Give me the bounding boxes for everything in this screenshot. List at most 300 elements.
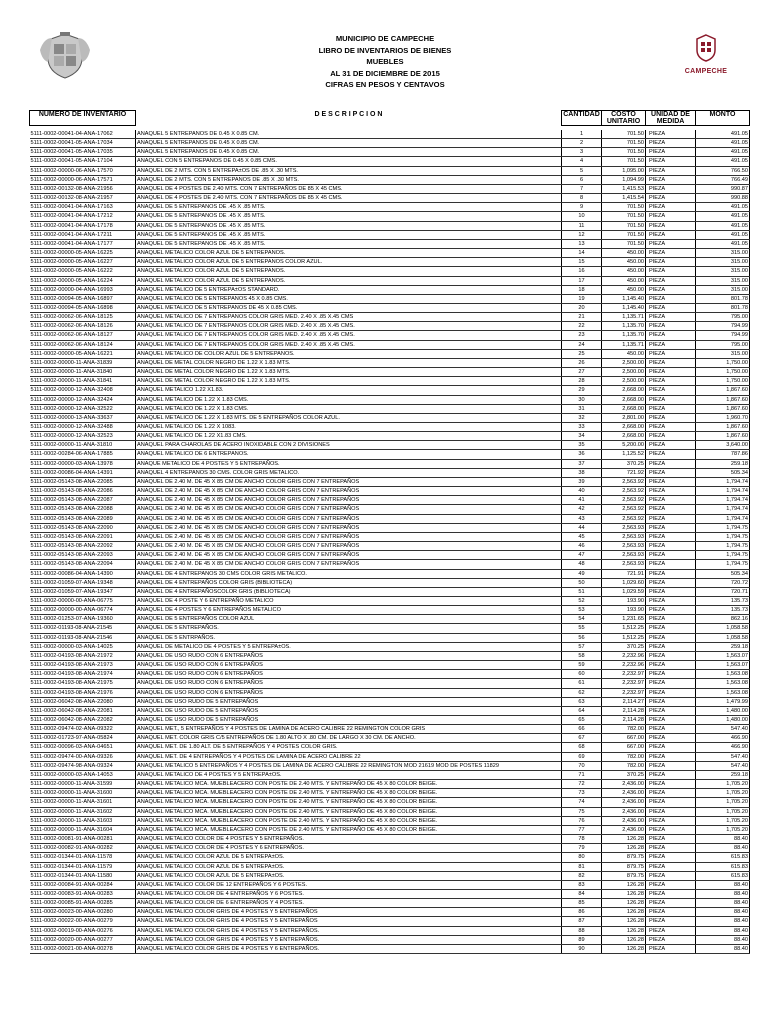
table-row bbox=[30, 780, 750, 789]
table-row bbox=[30, 468, 750, 477]
quantity-cell: 68 bbox=[562, 743, 602, 752]
description-cell: ANAQUEL METALICO DE 1.22 X 1.83 MTS. DE 5 ENTREPAÑOS COLOR AZUL. bbox=[136, 413, 562, 422]
unit-cost-cell: 2,668.00 bbox=[602, 386, 646, 395]
inventory-number-cell: 5111-0002-01723-97-ANA-05824 bbox=[30, 734, 136, 743]
unit-of-measure-cell: PIEZA bbox=[646, 514, 696, 523]
column-header-unit-cost-line2: UNITARIO bbox=[606, 118, 641, 125]
description-cell: ANAQUEL METALICO COLOR AZUL DE 5 ENTREPANOS. bbox=[136, 276, 562, 285]
unit-cost-cell: 701.50 bbox=[602, 221, 646, 230]
description-cell: ANAQUEL MET. DE 1.80 ALT. DE 5 ENTREPAÑOS Y 4 POSTES COLOR GRIS. bbox=[136, 743, 562, 752]
unit-cost-cell: 782.00 bbox=[602, 752, 646, 761]
quantity-cell: 34 bbox=[562, 432, 602, 441]
unit-cost-cell: 721.91 bbox=[602, 569, 646, 578]
unit-cost-cell: 1,135.70 bbox=[602, 331, 646, 340]
table-row bbox=[30, 395, 750, 404]
amount-cell: 1,750.00 bbox=[696, 377, 750, 386]
amount-cell: 1,563.08 bbox=[696, 688, 750, 697]
unit-cost-cell: 2,114.27 bbox=[602, 697, 646, 706]
inventory-number-cell: 5111-0002-04193-08-ANA-21972 bbox=[30, 651, 136, 660]
unit-cost-cell: 2,563.93 bbox=[602, 560, 646, 569]
quantity-cell: 88 bbox=[562, 926, 602, 935]
unit-cost-cell: 126.28 bbox=[602, 844, 646, 853]
description-cell: ANAQUEL DE 2.40 M. DE 45 X 85 CM DE ANCHO COLOR GRIS CON 7 ENTREPAÑOS bbox=[136, 477, 562, 486]
quantity-cell: 49 bbox=[562, 569, 602, 578]
unit-cost-cell: 1,415.54 bbox=[602, 194, 646, 203]
amount-cell: 615.83 bbox=[696, 871, 750, 880]
quantity-cell: 45 bbox=[562, 532, 602, 541]
quantity-cell: 14 bbox=[562, 249, 602, 258]
description-cell: ANAQUEL DE USO RUDO CON 6 ENTREPAÑOS bbox=[136, 688, 562, 697]
inventory-number-cell: 5111-0002-04193-08-ANA-21976 bbox=[30, 688, 136, 697]
amount-cell: 315.00 bbox=[696, 258, 750, 267]
unit-of-measure-cell: PIEZA bbox=[646, 249, 696, 258]
amount-cell: 491.05 bbox=[696, 203, 750, 212]
description-cell: ANAQUEL METALICO COLOR AZUL DE 5 ENTREPA±OS. bbox=[136, 862, 562, 871]
unit-of-measure-cell: PIEZA bbox=[646, 294, 696, 303]
inventory-number-cell: 5111-0002-00000-06-ANA-17571 bbox=[30, 175, 136, 184]
unit-cost-cell: 701.50 bbox=[602, 130, 646, 139]
amount-cell: 801.78 bbox=[696, 294, 750, 303]
amount-cell: 466.90 bbox=[696, 743, 750, 752]
description-cell: ANAQUEL DE USO RUDO CON 6 ENTREPAÑOS bbox=[136, 670, 562, 679]
amount-cell: 88.40 bbox=[696, 844, 750, 853]
table-row bbox=[30, 615, 750, 624]
header-line-1: MUNICIPIO DE CAMPECHE bbox=[335, 34, 435, 43]
description-cell: ANAQUEL 5 ENTREPANOS DE 0.45 X 0.85 CM. bbox=[136, 139, 562, 148]
quantity-cell: 85 bbox=[562, 899, 602, 908]
inventory-number-cell: 5111-0002-00062-06-ANA-18125 bbox=[30, 313, 136, 322]
table-row bbox=[30, 862, 750, 871]
header-line-5: CIFRAS EN PESOS Y CENTAVOS bbox=[325, 80, 445, 90]
table-row bbox=[30, 853, 750, 862]
inventory-table-body bbox=[30, 130, 750, 954]
quantity-cell: 71 bbox=[562, 770, 602, 779]
table-row bbox=[30, 532, 750, 541]
inventory-number-cell: 5111-0002-00000-00-ANA-06774 bbox=[30, 606, 136, 615]
unit-cost-cell: 126.28 bbox=[602, 880, 646, 889]
description-cell: ANAQUEL METALICO COLOR GRIS DE 4 POSTES Y 5 ENTREPAÑOS bbox=[136, 917, 562, 926]
quantity-cell: 80 bbox=[562, 853, 602, 862]
description-cell: ANAQUEL DE METAL COLOR NEGRO DE 1.22 X 1.83 MTS. bbox=[136, 377, 562, 386]
table-row bbox=[30, 386, 750, 395]
description-cell: ANAQUEL DE USO RUDO CON 6 ENTREPAÑOS bbox=[136, 651, 562, 660]
description-cell: ANAQUEL DE 5 ENTREPANOS DE .45 X .85 MTS. bbox=[136, 212, 562, 221]
inventory-number-cell: 5111-0002-00000-11-ANA-31601 bbox=[30, 798, 136, 807]
table-row bbox=[30, 230, 750, 239]
unit-cost-cell: 1,029.59 bbox=[602, 587, 646, 596]
quantity-cell: 23 bbox=[562, 331, 602, 340]
column-header-unit-of-measure bbox=[646, 111, 696, 126]
amount-cell: 1,750.00 bbox=[696, 368, 750, 377]
campeche-logo bbox=[680, 34, 732, 86]
table-row bbox=[30, 340, 750, 349]
inventory-number-cell: 5111-0002-01344-01-ANA-11580 bbox=[30, 871, 136, 880]
table-row bbox=[30, 816, 750, 825]
inventory-number-cell: 5111-0002-00062-06-ANA-18126 bbox=[30, 322, 136, 331]
description-cell: ANAQUEL METALICO DE 1.22 X 1083. bbox=[136, 423, 562, 432]
unit-of-measure-cell: PIEZA bbox=[646, 322, 696, 331]
quantity-cell: 66 bbox=[562, 725, 602, 734]
unit-cost-cell: 701.50 bbox=[602, 239, 646, 248]
unit-of-measure-cell: PIEZA bbox=[646, 532, 696, 541]
unit-of-measure-cell: PIEZA bbox=[646, 487, 696, 496]
table-row bbox=[30, 670, 750, 679]
quantity-cell: 77 bbox=[562, 825, 602, 834]
amount-cell: 1,479.99 bbox=[696, 697, 750, 706]
amount-cell: 491.05 bbox=[696, 148, 750, 157]
column-header-unit-cost-line1: COSTO bbox=[611, 111, 636, 118]
unit-cost-cell: 2,114.28 bbox=[602, 706, 646, 715]
unit-cost-cell: 126.28 bbox=[602, 935, 646, 944]
unit-of-measure-cell: PIEZA bbox=[646, 331, 696, 340]
unit-cost-cell: 2,436.00 bbox=[602, 798, 646, 807]
inventory-number-cell: 5111-0002-06042-08-ANA-22080 bbox=[30, 697, 136, 706]
unit-of-measure-cell: PIEZA bbox=[646, 221, 696, 230]
unit-of-measure-cell: PIEZA bbox=[646, 130, 696, 139]
quantity-cell: 84 bbox=[562, 889, 602, 898]
table-row bbox=[30, 194, 750, 203]
unit-of-measure-cell: PIEZA bbox=[646, 908, 696, 917]
amount-cell: 88.40 bbox=[696, 899, 750, 908]
description-cell: ANAQUEL DE 5 ENTREPANOS DE .45 X .85 MTS. bbox=[136, 230, 562, 239]
amount-cell: 794.99 bbox=[696, 331, 750, 340]
unit-of-measure-cell: PIEZA bbox=[646, 752, 696, 761]
unit-of-measure-cell: PIEZA bbox=[646, 596, 696, 605]
table-row bbox=[30, 276, 750, 285]
table-row bbox=[30, 825, 750, 834]
column-header-unit-cost bbox=[602, 111, 646, 126]
inventory-number-cell: 5111-0002-05143-08-ANA-22088 bbox=[30, 505, 136, 514]
unit-cost-cell: 879.75 bbox=[602, 853, 646, 862]
quantity-cell: 60 bbox=[562, 670, 602, 679]
amount-cell: 315.00 bbox=[696, 349, 750, 358]
quantity-cell: 2 bbox=[562, 139, 602, 148]
column-header-inventory-number: NUMERO DE INVENTARIO bbox=[30, 111, 136, 126]
inventory-number-cell: 5111-0002-05143-08-ANA-22087 bbox=[30, 496, 136, 505]
inventory-number-cell: 5111-0002-00062-06-ANA-18124 bbox=[30, 340, 136, 349]
unit-cost-cell: 2,436.00 bbox=[602, 825, 646, 834]
description-cell: ANAQUEL METALICO DE 1.22 X 1.83 CMS. bbox=[136, 395, 562, 404]
unit-of-measure-cell: PIEZA bbox=[646, 349, 696, 358]
inventory-number-cell: 5111-0002-00041-04-ANA-17177 bbox=[30, 239, 136, 248]
amount-cell: 491.05 bbox=[696, 139, 750, 148]
unit-of-measure-cell: PIEZA bbox=[646, 560, 696, 569]
unit-cost-cell: 5,200.00 bbox=[602, 441, 646, 450]
table-row bbox=[30, 899, 750, 908]
description-cell: ANAQUEL DE 2 MTS. CON 5 ENTREPA±OS DE .85 X .30 MTS. bbox=[136, 166, 562, 175]
quantity-cell: 30 bbox=[562, 395, 602, 404]
unit-cost-cell: 193.90 bbox=[602, 606, 646, 615]
description-cell: ANAQUEL DE 2.40 M. DE 45 X 85 CM DE ANCHO COLOR GRIS CON 7 ENTREPAÑOS bbox=[136, 551, 562, 560]
table-row bbox=[30, 871, 750, 880]
amount-cell: 259.18 bbox=[696, 642, 750, 651]
description-cell: ANAQUEL METALICO MCA. MUEBLEACERO CON POSTE DE 2.40 MTS. Y ENTREPAÑO DE 45 X 80 COLOR BEIGE. bbox=[136, 789, 562, 798]
unit-of-measure-cell: PIEZA bbox=[646, 276, 696, 285]
unit-of-measure-cell: PIEZA bbox=[646, 212, 696, 221]
quantity-cell: 26 bbox=[562, 358, 602, 367]
unit-of-measure-cell: PIEZA bbox=[646, 798, 696, 807]
description-cell: ANAQUEL METALICO COLOR GRIS DE 4 POSTES Y 5 ENTREPAÑOS. bbox=[136, 926, 562, 935]
inventory-number-cell: 5111-0002-09474-02-ANA-09322 bbox=[30, 725, 136, 734]
unit-cost-cell: 2,500.00 bbox=[602, 377, 646, 386]
table-row bbox=[30, 267, 750, 276]
amount-cell: 1,867.60 bbox=[696, 386, 750, 395]
inventory-number-cell: 5111-0002-00086-04-ANA-14390 bbox=[30, 569, 136, 578]
table-row bbox=[30, 624, 750, 633]
description-cell: ANAQUEL METALICO COLOR AZUL DE 5 ENTREPA±OS. bbox=[136, 853, 562, 862]
inventory-number-cell: 5111-0002-06042-08-ANA-22081 bbox=[30, 706, 136, 715]
quantity-cell: 70 bbox=[562, 761, 602, 770]
unit-of-measure-cell: PIEZA bbox=[646, 313, 696, 322]
unit-of-measure-cell: PIEZA bbox=[646, 642, 696, 651]
amount-cell: 1,705.20 bbox=[696, 780, 750, 789]
amount-cell: 1,867.60 bbox=[696, 404, 750, 413]
inventory-number-cell: 5111-0002-06042-08-ANA-22082 bbox=[30, 716, 136, 725]
quantity-cell: 48 bbox=[562, 560, 602, 569]
unit-of-measure-cell: PIEZA bbox=[646, 825, 696, 834]
quantity-cell: 59 bbox=[562, 661, 602, 670]
amount-cell: 1,867.60 bbox=[696, 432, 750, 441]
table-row bbox=[30, 725, 750, 734]
table-row bbox=[30, 761, 750, 770]
unit-of-measure-cell: PIEZA bbox=[646, 230, 696, 239]
unit-cost-cell: 2,563.92 bbox=[602, 514, 646, 523]
quantity-cell: 8 bbox=[562, 194, 602, 203]
amount-cell: 1,960.70 bbox=[696, 413, 750, 422]
amount-cell: 547.40 bbox=[696, 725, 750, 734]
amount-cell: 1,794.75 bbox=[696, 560, 750, 569]
amount-cell: 1,480.00 bbox=[696, 716, 750, 725]
unit-cost-cell: 2,436.00 bbox=[602, 807, 646, 816]
unit-cost-cell: 2,668.00 bbox=[602, 395, 646, 404]
inventory-number-cell: 5111-0002-01193-08-ANA-21546 bbox=[30, 633, 136, 642]
inventory-number-cell: 5111-0002-00000-05-ANA-16222 bbox=[30, 267, 136, 276]
unit-of-measure-cell: PIEZA bbox=[646, 157, 696, 166]
quantity-cell: 27 bbox=[562, 368, 602, 377]
unit-of-measure-cell: PIEZA bbox=[646, 816, 696, 825]
description-cell: ANAQUEL METALICO COLOR DE 4 POSTES Y 5 ENTREPAÑOS. bbox=[136, 835, 562, 844]
description-cell: ANAQUEL DE 5 ENTREPANOS DE .45 X .85 MTS. bbox=[136, 203, 562, 212]
quantity-cell: 67 bbox=[562, 734, 602, 743]
description-cell: ANAQUEL DE METAL COLOR NEGRO DE 1.22 X 1.83 MTS. bbox=[136, 368, 562, 377]
amount-cell: 1,705.20 bbox=[696, 789, 750, 798]
table-row bbox=[30, 935, 750, 944]
quantity-cell: 55 bbox=[562, 624, 602, 633]
unit-of-measure-cell: PIEZA bbox=[646, 835, 696, 844]
quantity-cell: 90 bbox=[562, 944, 602, 953]
table-row bbox=[30, 413, 750, 422]
description-cell: ANAQUEL DE 2.40 M. DE 45 X 85 CM DE ANCHO COLOR GRIS CON 7 ENTREPAÑOS bbox=[136, 514, 562, 523]
amount-cell: 135.73 bbox=[696, 596, 750, 605]
inventory-number-cell: 5111-0002-00041-05-ANA-17035 bbox=[30, 148, 136, 157]
description-cell: ANAQUEL METALICO 5 ENTREPAÑOS Y 4 POSTES DE LAMINA DE ACERO CALIBRE 22 REMINGTON MOD 21619 MOD DE POSTES 11829 bbox=[136, 761, 562, 770]
amount-cell: 491.05 bbox=[696, 212, 750, 221]
unit-of-measure-cell: PIEZA bbox=[646, 166, 696, 175]
amount-cell: 1,794.74 bbox=[696, 487, 750, 496]
description-cell: ANAQUEL METALICO MCA. MUEBLEACERO CON POSTE DE 2.40 MTS. Y ENTREPAÑO DE 45 X 80 COLOR BEIGE. bbox=[136, 780, 562, 789]
unit-cost-cell: 701.50 bbox=[602, 230, 646, 239]
inventory-number-cell: 5111-0002-00000-11-ANA-31810 bbox=[30, 441, 136, 450]
table-row bbox=[30, 175, 750, 184]
unit-cost-cell: 2,563.93 bbox=[602, 523, 646, 532]
unit-of-measure-cell: PIEZA bbox=[646, 862, 696, 871]
quantity-cell: 20 bbox=[562, 303, 602, 312]
quantity-cell: 61 bbox=[562, 679, 602, 688]
description-cell: ANAQUEL DE 5 ENTREPAÑOS. bbox=[136, 624, 562, 633]
description-cell: ANAQUEL MET., 5 ENTREPAÑOS Y 4 POSTES DE LAMINA DE ACERO CALIBRE 22 REMINGTON COLOR GRIS bbox=[136, 725, 562, 734]
quantity-cell: 57 bbox=[562, 642, 602, 651]
unit-cost-cell: 701.50 bbox=[602, 148, 646, 157]
table-row bbox=[30, 889, 750, 898]
amount-cell: 720.71 bbox=[696, 587, 750, 596]
quantity-cell: 78 bbox=[562, 835, 602, 844]
unit-of-measure-cell: PIEZA bbox=[646, 368, 696, 377]
description-cell: ANAQUEL DE 4 ENTREPAÑOSCOLOR GRIS (BIBLIOTECA) bbox=[136, 587, 562, 596]
inventory-number-cell: 5111-0002-00022-00-ANA-00279 bbox=[30, 917, 136, 926]
quantity-cell: 82 bbox=[562, 871, 602, 880]
table-row bbox=[30, 441, 750, 450]
table-row bbox=[30, 944, 750, 953]
amount-cell: 1,794.74 bbox=[696, 477, 750, 486]
unit-cost-cell: 2,436.00 bbox=[602, 789, 646, 798]
quantity-cell: 72 bbox=[562, 780, 602, 789]
unit-of-measure-cell: PIEZA bbox=[646, 139, 696, 148]
unit-of-measure-cell: PIEZA bbox=[646, 267, 696, 276]
amount-cell: 3,640.00 bbox=[696, 441, 750, 450]
header-line-3: MUEBLES bbox=[366, 57, 404, 67]
table-row bbox=[30, 368, 750, 377]
inventory-number-cell: 5111-0002-00094-05-ANA-16897 bbox=[30, 294, 136, 303]
table-row bbox=[30, 184, 750, 193]
description-cell: ANAQUEL METALICO MCA. MUEBLEACERO CON POSTE DE 2.40 MTS. Y ENTREPAÑO DE 45 X 80 COLOR BEIGE. bbox=[136, 807, 562, 816]
table-row bbox=[30, 789, 750, 798]
document-header bbox=[250, 33, 520, 91]
column-header-unit-line1: UNIDAD DE bbox=[651, 111, 690, 118]
inventory-number-cell: 5111-0002-00000-05-ANA-16221 bbox=[30, 349, 136, 358]
unit-of-measure-cell: PIEZA bbox=[646, 661, 696, 670]
inventory-number-cell: 5111-0002-00000-05-ANA-16225 bbox=[30, 249, 136, 258]
unit-of-measure-cell: PIEZA bbox=[646, 679, 696, 688]
table-row bbox=[30, 688, 750, 697]
description-cell: ANAQUEL DE 5 ENTREPANOS DE .45 X .85 MTS. bbox=[136, 239, 562, 248]
unit-cost-cell: 126.28 bbox=[602, 899, 646, 908]
table-row bbox=[30, 496, 750, 505]
quantity-cell: 69 bbox=[562, 752, 602, 761]
quantity-cell: 13 bbox=[562, 239, 602, 248]
unit-of-measure-cell: PIEZA bbox=[646, 734, 696, 743]
unit-of-measure-cell: PIEZA bbox=[646, 542, 696, 551]
unit-of-measure-cell: PIEZA bbox=[646, 889, 696, 898]
unit-cost-cell: 2,500.00 bbox=[602, 368, 646, 377]
table-row bbox=[30, 651, 750, 660]
amount-cell: 505.34 bbox=[696, 468, 750, 477]
unit-cost-cell: 193.90 bbox=[602, 596, 646, 605]
quantity-cell: 83 bbox=[562, 880, 602, 889]
unit-of-measure-cell: PIEZA bbox=[646, 468, 696, 477]
unit-of-measure-cell: PIEZA bbox=[646, 496, 696, 505]
unit-cost-cell: 2,563.92 bbox=[602, 496, 646, 505]
table-row bbox=[30, 258, 750, 267]
quantity-cell: 50 bbox=[562, 578, 602, 587]
inventory-number-cell: 5111-0002-01193-08-ANA-21545 bbox=[30, 624, 136, 633]
inventory-number-cell: 5111-0002-05143-08-ANA-22092 bbox=[30, 542, 136, 551]
quantity-cell: 33 bbox=[562, 423, 602, 432]
unit-cost-cell: 370.25 bbox=[602, 642, 646, 651]
unit-cost-cell: 450.00 bbox=[602, 349, 646, 358]
table-row bbox=[30, 706, 750, 715]
unit-of-measure-cell: PIEZA bbox=[646, 423, 696, 432]
description-cell: ANAQUEL DE 2.40 M. DE 45 X 85 CM DE ANCHO COLOR GRIS CON 7 ENTREPAÑOS bbox=[136, 542, 562, 551]
quantity-cell: 46 bbox=[562, 542, 602, 551]
inventory-number-cell: 5111-0002-00082-91-ANA-00282 bbox=[30, 844, 136, 853]
unit-of-measure-cell: PIEZA bbox=[646, 523, 696, 532]
amount-cell: 1,705.20 bbox=[696, 825, 750, 834]
unit-cost-cell: 450.00 bbox=[602, 276, 646, 285]
quantity-cell: 17 bbox=[562, 276, 602, 285]
table-row bbox=[30, 221, 750, 230]
unit-cost-cell: 2,563.92 bbox=[602, 505, 646, 514]
quantity-cell: 89 bbox=[562, 935, 602, 944]
table-row bbox=[30, 239, 750, 248]
unit-of-measure-cell: PIEZA bbox=[646, 148, 696, 157]
amount-cell: 315.00 bbox=[696, 267, 750, 276]
amount-cell: 1,867.60 bbox=[696, 423, 750, 432]
column-header-quantity: CANTIDAD bbox=[562, 111, 602, 126]
table-row bbox=[30, 285, 750, 294]
amount-cell: 795.00 bbox=[696, 313, 750, 322]
description-cell: ANAQUEL DE USO RUDO DE 5 ENTREPAÑOS bbox=[136, 706, 562, 715]
amount-cell: 615.83 bbox=[696, 853, 750, 862]
inventory-number-cell: 5111-0002-00000-11-ANA-31599 bbox=[30, 780, 136, 789]
quantity-cell: 7 bbox=[562, 184, 602, 193]
unit-of-measure-cell: PIEZA bbox=[646, 606, 696, 615]
table-row bbox=[30, 212, 750, 221]
amount-cell: 862.16 bbox=[696, 615, 750, 624]
quantity-cell: 22 bbox=[562, 322, 602, 331]
description-cell: ANAQUEL DE 4 POSTE Y 6 ENTREPAÑO METALICO bbox=[136, 596, 562, 605]
unit-cost-cell: 701.50 bbox=[602, 203, 646, 212]
table-row bbox=[30, 459, 750, 468]
table-row bbox=[30, 734, 750, 743]
inventory-number-cell: 5111-0002-00041-04-ANA-17211 bbox=[30, 230, 136, 239]
unit-of-measure-cell: PIEZA bbox=[646, 743, 696, 752]
unit-cost-cell: 450.00 bbox=[602, 267, 646, 276]
table-row bbox=[30, 432, 750, 441]
unit-of-measure-cell: PIEZA bbox=[646, 624, 696, 633]
quantity-cell: 6 bbox=[562, 175, 602, 184]
description-cell: ANAQUEL METALICO MCA. MUEBLEACERO CON POSTE DE 2.40 MTS. Y ENTREPAÑO DE 45 X 80 COLOR BEIGE. bbox=[136, 816, 562, 825]
unit-cost-cell: 2,563.93 bbox=[602, 551, 646, 560]
amount-cell: 766.50 bbox=[696, 166, 750, 175]
amount-cell: 547.40 bbox=[696, 761, 750, 770]
amount-cell: 1,705.20 bbox=[696, 798, 750, 807]
description-cell: ANAQUE METALICO DE 4 POSTES Y 5 ENTREPAÑOS. bbox=[136, 459, 562, 468]
quantity-cell: 65 bbox=[562, 716, 602, 725]
quantity-cell: 56 bbox=[562, 633, 602, 642]
quantity-cell: 39 bbox=[562, 477, 602, 486]
amount-cell: 1,480.00 bbox=[696, 706, 750, 715]
table-row bbox=[30, 130, 750, 139]
unit-cost-cell: 126.28 bbox=[602, 944, 646, 953]
table-row bbox=[30, 203, 750, 212]
amount-cell: 1,867.60 bbox=[696, 395, 750, 404]
unit-cost-cell: 2,563.92 bbox=[602, 477, 646, 486]
unit-of-measure-cell: PIEZA bbox=[646, 175, 696, 184]
description-cell: ANAQUEL METALICO COLOR DE 12 ENTREPAÑOS Y 6 POSTES. bbox=[136, 880, 562, 889]
table-row bbox=[30, 770, 750, 779]
header-line-2: LIBRO DE INVENTARIOS DE BIENES bbox=[318, 45, 452, 55]
table-row bbox=[30, 926, 750, 935]
